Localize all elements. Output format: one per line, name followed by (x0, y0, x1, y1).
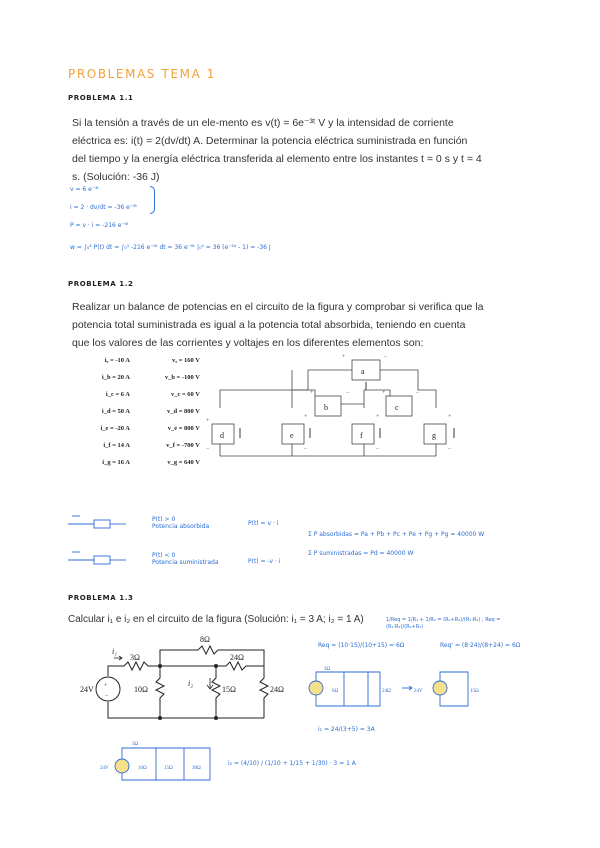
element-label: c (395, 403, 399, 412)
note-line: Potencia suministrada (152, 559, 219, 566)
table-cell: v_c = 60 V (170, 391, 200, 398)
table-cell: i_b = 20 A (101, 374, 130, 381)
hand-label: 15Ω (164, 766, 173, 771)
sum-absorbed: Σ P absorbidas = Pa + Pb + Pc + Pe + Pg + Pg = 40000 W (308, 531, 485, 538)
resistor-label: 10Ω (134, 685, 148, 694)
note-line: v = 6 e⁻³ᵗ (70, 186, 100, 193)
statement-line: eléctrica es: i(t) = 2(dv/dt) A. Determinar la potencia eléctrica suministrada en función (72, 135, 468, 147)
hand-label: 6Ω (332, 689, 339, 694)
svg-text:+: + (448, 414, 452, 420)
problem-1-2-heading: PROBLEMA 1.2 (68, 280, 134, 288)
table-row (64, 408, 200, 425)
problem-1-1-notes (70, 186, 490, 262)
hand-label: 24V (100, 766, 109, 771)
table-row (64, 357, 200, 374)
statement-line: Si la tensión a través de un ele-mento es v(t) = 6e⁻³ᵗ V y la intensidad de corriente (72, 117, 454, 129)
table-cell: vₐ = 160 V (171, 357, 200, 364)
svg-text:+: + (342, 354, 346, 360)
statement-line: potencia total suministrada es igual a la potencia total absorbida, teniendo en cuenta (72, 319, 466, 331)
req1-note: Req = (10·15)/(10+15) = 6Ω (318, 642, 405, 649)
table-cell: i_f = 14 A (103, 442, 130, 449)
svg-text:+: + (310, 390, 314, 396)
element-label: a (361, 367, 365, 376)
svg-text:+: + (376, 414, 380, 420)
table-cell: v_b = -100 V (164, 374, 200, 381)
note-line: P(t) < 0 (152, 552, 176, 559)
problem-1-3-heading: PROBLEMA 1.3 (68, 594, 134, 602)
table-row (64, 425, 200, 442)
element-label: f (360, 431, 363, 440)
statement-line: Realizar un balance de potencias en el circuito de la figura y comprobar si verifica que la (72, 301, 484, 313)
statement-line: del tiempo y la energía eléctrica transferida al elemento entre los instantes t = 0 s y t = 4 (72, 153, 482, 165)
current-label: i₁ (112, 647, 118, 656)
svg-text:+: + (206, 418, 210, 424)
note-line: i = 2 · dv/dt = -36 e⁻³ᵗ (70, 204, 138, 211)
circuit-1-3 (76, 630, 296, 734)
supplied-condition (152, 552, 219, 566)
circuit-1-2 (200, 352, 500, 464)
element-label: b (324, 403, 328, 412)
hand-label: 10Ω (138, 766, 147, 771)
supplied-formula: P(t) = -v · i (248, 558, 281, 565)
resistor-label: 8Ω (200, 635, 210, 644)
table-row (64, 374, 200, 391)
table-cell: v_d = 800 V (166, 408, 200, 415)
svg-text:−: − (206, 446, 210, 452)
statement-line: s. (Solución: -36 J) (72, 171, 160, 183)
svg-text:+: + (382, 390, 386, 396)
hand-label: 24Ω (382, 689, 391, 694)
svg-text:−: − (304, 446, 308, 452)
svg-text:−: − (105, 693, 109, 699)
hand-label: 15Ω (470, 689, 479, 694)
note-line: P(t) > 0 (152, 516, 176, 523)
absorbed-formula: P(t) = v · i (248, 520, 279, 527)
table-cell: i_e = -20 A (100, 425, 130, 432)
resistor-label: 15Ω (222, 685, 236, 694)
i1-note: i₁ = 24/(3+5) = 3A (318, 726, 375, 733)
element-label: e (290, 431, 294, 440)
element-f (352, 424, 374, 444)
element-b (315, 396, 341, 416)
element-a (352, 360, 380, 380)
current-label: i₂ (188, 679, 194, 688)
element-c (386, 396, 412, 416)
resistor-label: 24Ω (270, 685, 284, 694)
statement-line: que los valores de las corrientes y voltajes en los diferentes elementos son: (72, 337, 424, 349)
note-line: P = v · i = -216 e⁻⁶ᵗ (70, 222, 129, 229)
hand-label: 30Ω (192, 766, 201, 771)
resistor-label: 24Ω (230, 653, 244, 662)
svg-text:−: − (384, 354, 388, 360)
table-row (64, 459, 200, 476)
svg-text:+: + (304, 414, 308, 420)
sum-supplied: Σ P suministradas = Pd = 40000 W (308, 550, 414, 557)
svg-text:−: − (346, 390, 350, 396)
simplified-circuits (304, 662, 494, 714)
table-cell: v_f = -700 V (166, 442, 200, 449)
problem-1-3-statement: Calcular i₁ e i₂ en el circuito de la figura (Solución: i₁ = 3 A; i₂ = 1 A) (68, 614, 364, 625)
resistor-label: 3Ω (130, 653, 140, 662)
final-circuit (98, 736, 228, 784)
hand-label: 3Ω (324, 667, 331, 672)
parallel-formula: 1/Req = 1/R₁ + 1/R₂ = (R₁+R₂)/(R₁·R₂) ; Req = (R₁·R₂)/(R₁+R₂) (386, 617, 501, 630)
i2-note: i₂ = (4/10) / (1/10 + 1/15 + 1/30) · 3 = 1 A (228, 760, 356, 767)
problem-1-2-statement (72, 298, 542, 352)
doc-title: PROBLEMAS TEMA 1 (68, 67, 217, 81)
table-cell: i_d = 50 A (101, 408, 130, 415)
hand-label: 24V (414, 689, 423, 694)
sign-convention-diagrams (66, 508, 156, 568)
hand-label: 3Ω (132, 742, 139, 747)
note-line: Potencia absorbida (152, 523, 210, 530)
absorbed-condition (152, 516, 209, 530)
svg-text:−: − (416, 390, 420, 396)
element-label: d (220, 431, 224, 440)
note-line: w = ∫₀⁴ P(t) dt = ∫₀⁴ -216 e⁻⁶ᵗ dt = 36 e⁻⁶ᵗ |₀⁴ = 36 (e⁻²⁴ - 1) = -36 J (70, 244, 271, 251)
svg-text:+: + (104, 683, 108, 689)
table-cell: i_g = 16 A (102, 459, 130, 466)
table-cell: iₐ = -10 A (104, 357, 130, 364)
svg-text:−: − (448, 446, 452, 452)
brace (150, 186, 155, 214)
table-cell: v_g = 640 V (167, 459, 200, 466)
table-row (64, 391, 200, 408)
problem-1-1-statement (72, 114, 542, 186)
values-table (64, 357, 200, 476)
table-cell: v_e = 800 V (167, 425, 200, 432)
svg-text:−: − (376, 446, 380, 452)
source-label: 24V (80, 685, 94, 694)
table-cell: i_c = 6 A (105, 391, 130, 398)
table-row (64, 442, 200, 459)
req2-note: Req' = (8·24)/(8+24) = 6Ω (440, 642, 521, 649)
element-label: g (432, 431, 436, 440)
problem-1-1-heading: PROBLEMA 1.1 (68, 94, 134, 102)
